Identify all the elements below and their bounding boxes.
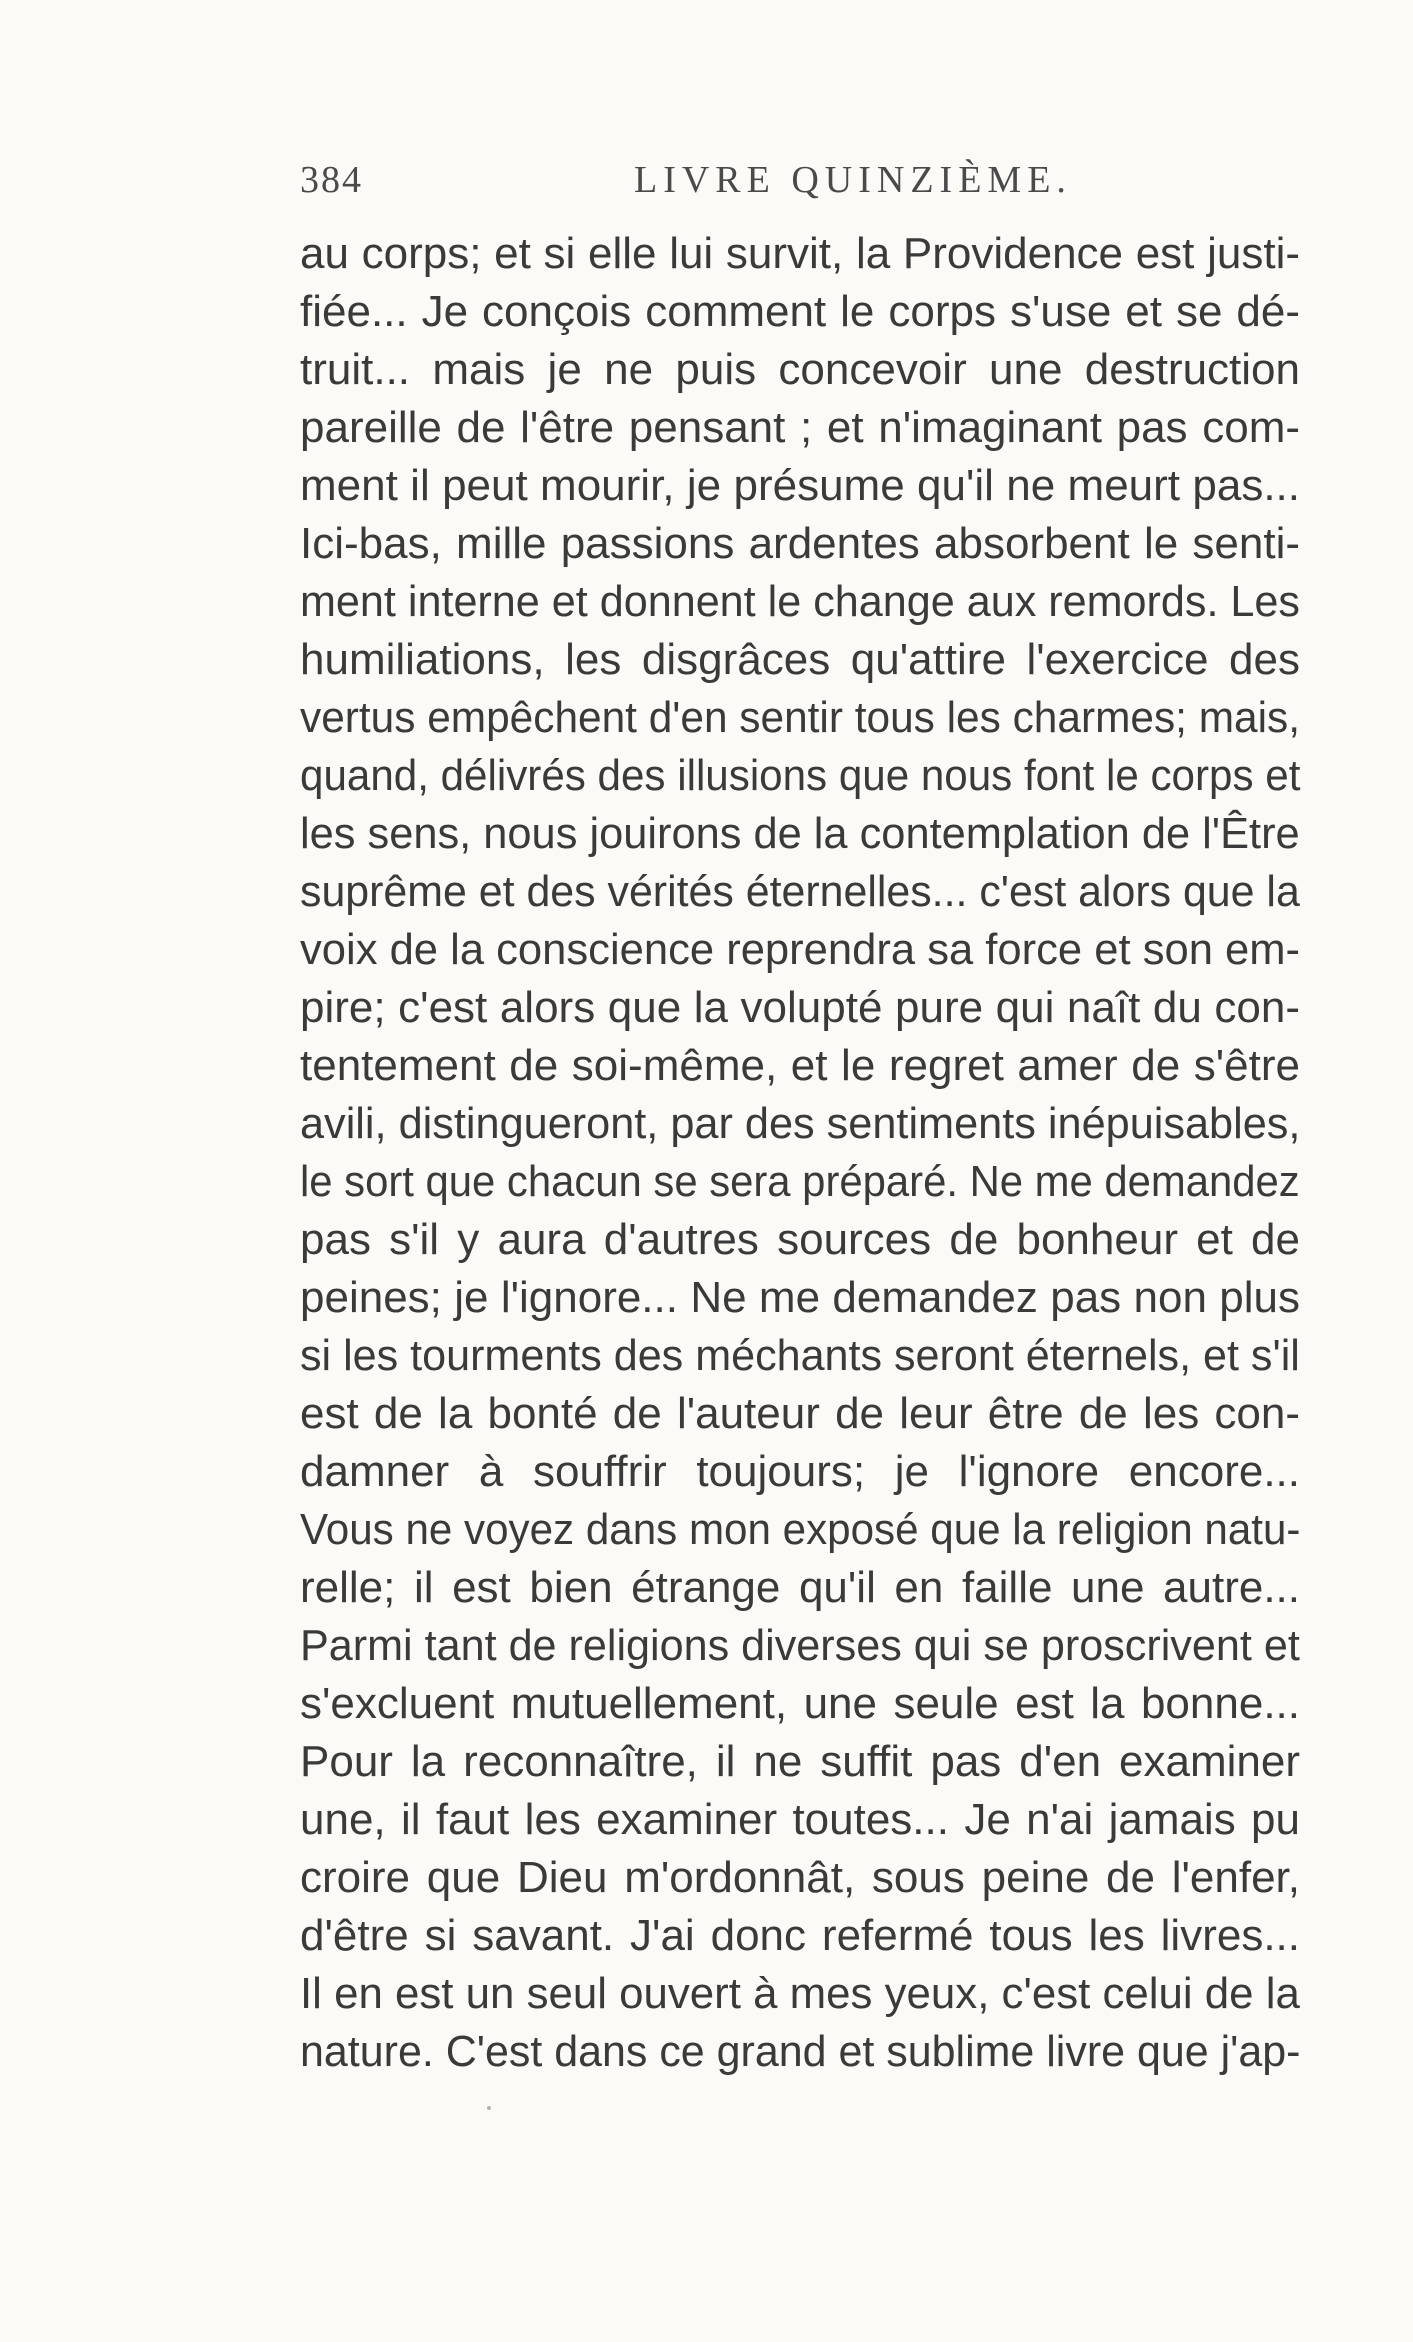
text-line: tentement de soi-même, et le regret amer de s'être [300, 1041, 1300, 1090]
text-line: si les tourments des méchants seront éternels, et s'il [300, 1331, 1300, 1380]
text-line: damner à souffrir toujours; je l'ignore encore... [300, 1447, 1300, 1496]
text-line: quand, délivrés des illusions que nous font le corps et [300, 751, 1301, 800]
text-line: une, il faut les examiner toutes... Je n'ai jamais pu [300, 1795, 1300, 1844]
text-line: humiliations, les disgrâces qu'attire l'exercice des [300, 635, 1300, 684]
ink-speck [487, 2106, 491, 2110]
running-title: LIVRE QUINZIÈME. [634, 159, 1072, 201]
running-head [300, 158, 1300, 208]
text-line: ment interne et donnent le change aux remords. Les [300, 577, 1300, 626]
text-line: suprême et des vérités éternelles... c'est alors que la [300, 867, 1300, 916]
text-line: pire; c'est alors que la volupté pure qui naît du con- [300, 983, 1300, 1032]
text-line: pareille de l'être pensant ; et n'imaginant pas com- [300, 403, 1300, 452]
page-number: 384 [300, 159, 363, 201]
text-line: croire que Dieu m'ordonnât, sous peine de l'enfer, [300, 1853, 1300, 1902]
text-line: nature. C'est dans ce grand et sublime livre que j'ap- [300, 2027, 1301, 2076]
text-line: ment il peut mourir, je présume qu'il ne meurt pas... [300, 461, 1300, 510]
text-line: fiée... Je conçois comment le corps s'use et se dé- [300, 287, 1300, 336]
text-line: truit... mais je ne puis concevoir une destruction [300, 345, 1300, 394]
text-line: Il en est un seul ouvert à mes yeux, c'est celui de la [300, 1969, 1300, 2018]
text-line: Vous ne voyez dans mon exposé que la religion natu- [300, 1505, 1301, 1554]
text-line: peines; je l'ignore... Ne me demandez pas non plus [300, 1273, 1300, 1322]
text-line: Pour la reconnaître, il ne suffit pas d'en examiner [300, 1737, 1300, 1786]
text-line: le sort que chacun se sera préparé. Ne me demandez [300, 1157, 1300, 1206]
text-line: voix de la conscience reprendra sa force et son em- [300, 925, 1301, 974]
text-line: d'être si savant. J'ai donc refermé tous les livres... [300, 1911, 1300, 1960]
text-line: au corps; et si elle lui survit, la Providence est justi- [300, 229, 1300, 278]
text-line: relle; il est bien étrange qu'il en faille une autre... [300, 1563, 1300, 1612]
text-line: pas s'il y aura d'autres sources de bonheur et de [300, 1215, 1300, 1264]
text-line: s'excluent mutuellement, une seule est la bonne... [300, 1679, 1300, 1728]
text-line: avili, distingueront, par des sentiments inépuisables, [300, 1099, 1301, 1148]
text-line: est de la bonté de l'auteur de leur être de les con- [300, 1389, 1300, 1438]
text-line: vertus empêchent d'en sentir tous les charmes; mais, [300, 693, 1300, 742]
text-line: Parmi tant de religions diverses qui se proscrivent et [300, 1621, 1300, 1670]
body-text [300, 225, 1300, 2081]
text-line: les sens, nous jouirons de la contemplation de l'Être [300, 809, 1300, 858]
text-line: Ici-bas, mille passions ardentes absorbent le senti- [300, 519, 1300, 568]
